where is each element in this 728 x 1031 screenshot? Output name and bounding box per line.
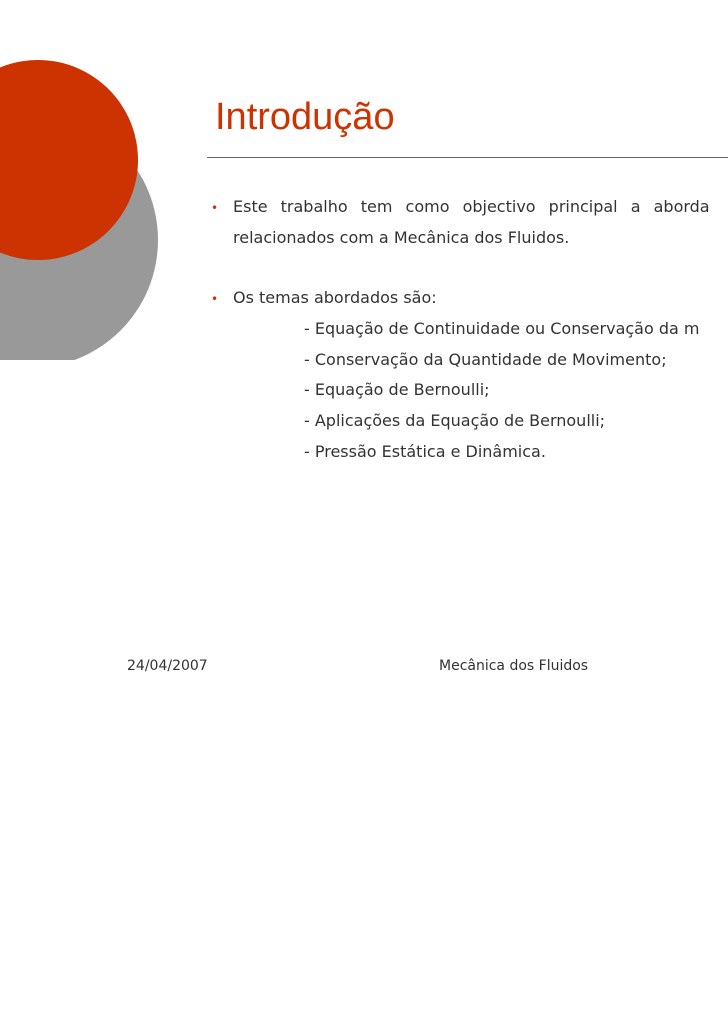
bullet-2-line-1: Os temas abordados são:: [233, 288, 437, 307]
bullet-1-line-1: Este trabalho tem como objectivo principal a aborda: [233, 197, 710, 216]
topic-item-4: - Aplicações da Equação de Bernoulli;: [304, 411, 606, 430]
topic-item-1: - Equação de Continuidade ou Conservação da m: [304, 319, 700, 338]
title-divider: [207, 157, 728, 158]
footer-course: Mecânica dos Fluidos: [439, 658, 589, 674]
bullet-1-line-2: relacionados com a Mecânica dos Fluidos.: [233, 228, 570, 247]
topic-item-3: - Equação de Bernoulli;: [304, 380, 490, 399]
footer-date: 24/04/2007: [127, 658, 208, 674]
slide-title: Introdução: [215, 96, 395, 138]
bullet-icon: •: [211, 201, 219, 215]
topic-item-2: - Conservação da Quantidade de Movimento;: [304, 350, 667, 369]
decorative-circles: [0, 0, 170, 360]
bullet-icon: •: [211, 292, 219, 306]
topic-item-5: - Pressão Estática e Dinâmica.: [304, 442, 546, 461]
